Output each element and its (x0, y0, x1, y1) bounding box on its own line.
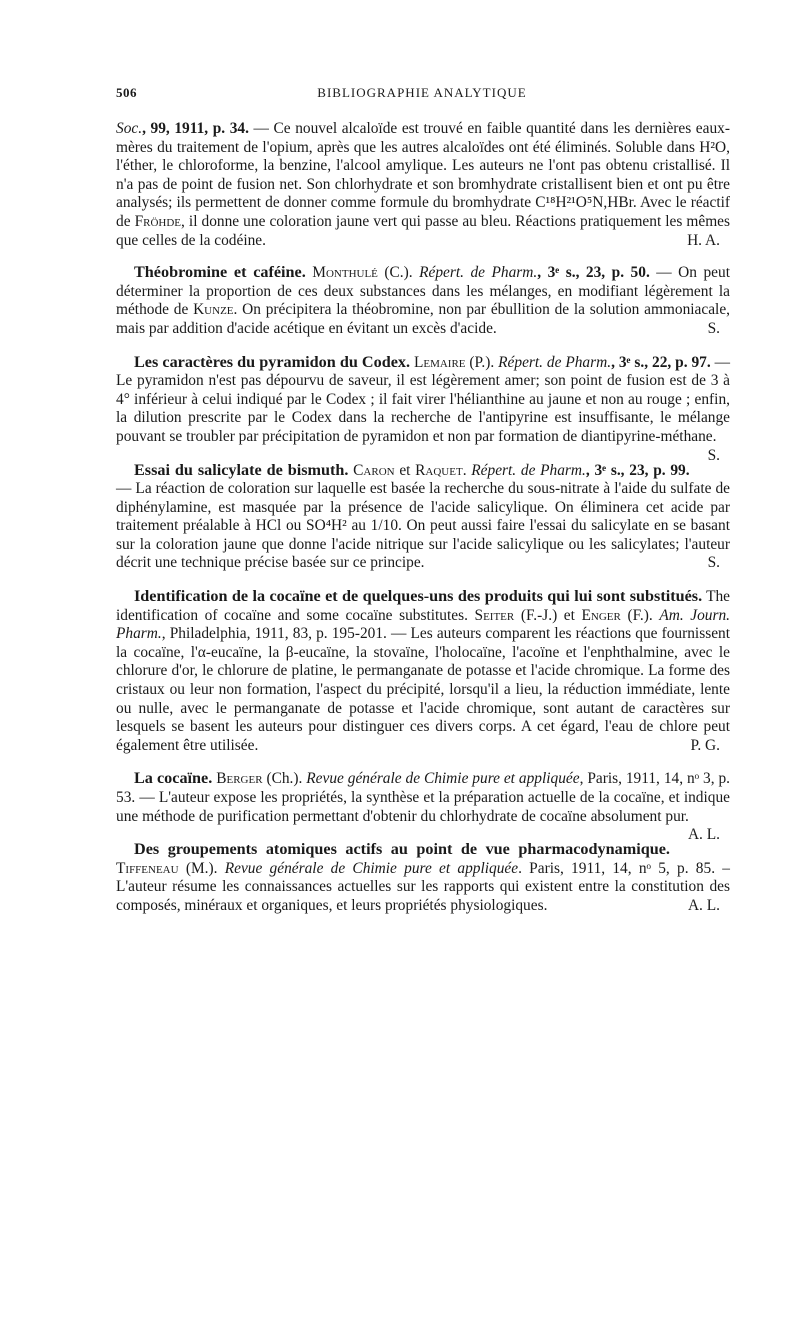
journal: Répert. de Pharm. (471, 461, 586, 479)
signature: P. G. (690, 736, 720, 754)
signature: S. (707, 319, 720, 337)
author: Lemaire (413, 353, 466, 371)
entry-body: — Les auteurs comparent les réactions que fournissent la cocaïne, l'α-eucaïne, la β-eucaïne, la stovaïne, l'holocaïne, l'acoïne et l'enphthalmine, avec le chlorure d'or, le chlorure de platine, le permanganate de potasse et l'acide chromique. La forme des cristaux ou leur non formation, l'aspect du précipité, lorsqu'il a lieu, la réduction immédiate, lente ou nulle, avec le permanganate de potasse et l'acide chromique, sont autant de caractères sur lesquels se basent les auteurs pour distinguer ces divers corps. A cet égard, l'eau de chlore peut également être utilisée. (116, 625, 730, 754)
entry-title: Les caractères du pyramidon du Codex. (134, 352, 411, 371)
entry-body: — On peut déterminer la proportion de ces deux substances dans les mélanges, en modifiant légèrement la méthode de (116, 264, 730, 319)
reference: , 99, 1911, p. 34. (142, 120, 249, 137)
author-second: Enger (581, 606, 621, 624)
author: Berger (216, 770, 263, 788)
reference: , 3ᵉ s., 23, p. 99. (585, 461, 690, 479)
entry-body: — Ce nouvel alcaloïde est trouvé en faible quantité dans les dernières eaux-mères du traitement de l'opium, après que les autres alcaloïdes ont été éliminés. Soluble dans H²O, l'éther, le chloroforme, la benzine, l'alcool amylique. Les auteurs ne l'ont pas obtenu cristallisé. Il n'a pas de point de fusion net. Son chlorhydrate et son bromhydrate cristallisent bien et ont pu être analysés; ils permettent de donner comme formule du bromhydrate C¹⁸H²¹O⁵N,HBr. Avec le réactif de (116, 120, 730, 230)
page-number: 506 (116, 85, 137, 100)
author: Tiffeneau (116, 859, 179, 877)
entry-title: La cocaïne. (134, 769, 213, 788)
author-initial: (F.-J.) et (514, 606, 582, 624)
signature: A. L. (687, 826, 720, 844)
entry-cocaine (116, 769, 730, 844)
author-initial: (C.). (377, 264, 420, 282)
author-second-initial: (F.). (620, 606, 660, 624)
english-title: The identification of cocaïne and some cocaïne substitutes. (116, 588, 731, 624)
bibliography-content (116, 120, 730, 930)
journal: Répert. de Pharm. (419, 264, 538, 282)
reference: . Paris, 1911, 14, nᵒ 5, p. 85. (518, 859, 716, 877)
cited-name: Fröhde (134, 212, 182, 230)
entry-body: — Le pyramidon n'est pas dépourvu de saveur, il est légèrement amer; son point de fusion est de 3 à 4° inférieur à celui indiqué par le Codex ; il fait virer l'hélianthine au jaune et non au rouge ; enfin, la dilution prescrite par le Codex dans la recherche de l'antipyrine est insuffisante, le mélange pouvant se troubler par précipitation de pyramidon et non par formation de diantipyrine-méthane. (116, 353, 730, 445)
author-initial: (P.). (465, 353, 499, 371)
journal: Am. Journ. Pharm. (116, 606, 731, 643)
signature: S. (707, 446, 720, 464)
entry-body-continued: . On précipitera la théobromine, non par ébullition de la solution ammoniacale, mais par addition d'acide acétique en évitant un excès d'acide. (116, 301, 730, 337)
entry-groupements (116, 840, 730, 915)
entry-body-continued: , il donne une coloration jaune vert qui passe au bleu. Réactions pratiquement les mêmes que celles de la codéine. (116, 212, 730, 249)
entry-title: Des groupements atomiques actifs au point de vue pharmacodynamique. (134, 840, 670, 859)
author-initial: (Ch.). (262, 770, 307, 788)
cited-name: Kunze (193, 301, 234, 319)
entry-pyramidon (116, 352, 730, 464)
entry-cocaine-identification (116, 587, 730, 755)
journal: Revue générale de Chimie pure et appliquée (224, 859, 519, 877)
signature: A. L. (687, 896, 720, 914)
journal: Revue générale de Chimie pure et appliquée (306, 770, 580, 788)
reference: , 3ᵉ s., 23, p. 50. (537, 264, 650, 282)
author: Monthulé (312, 264, 378, 282)
page-header (116, 85, 728, 109)
journal-abbrev: Soc. (116, 120, 143, 137)
entry-salicylate (116, 461, 730, 574)
entry-title: Essai du salicylate de bismuth. (134, 460, 349, 479)
signature: S. (707, 554, 720, 572)
entry-body: — L'auteur expose les propriétés, la synthèse et la préparation actuelle de la cocaïne, et indique une méthode de purification permettant d'obtenir du chlorhydrate de cocaïne absolument pur. (116, 789, 730, 825)
author-second: Raquet (415, 461, 463, 479)
entry-title: Théobromine et caféine. (134, 263, 306, 282)
journal: Répert. de Pharm. (498, 353, 612, 371)
entry-title: Identification de la cocaïne et de quelques-uns des produits qui lui sont substitués. (134, 587, 703, 606)
entry-body: — La réaction de coloration sur laquelle est basée la recherche du sous-nitrate à l'aide du sulfate de diphénylamine, est masquée par la présence de l'acide salicylique. On éliminera cet acide par traitement préalable à HCl ou SO⁴H² au 1/10. On peut aussi faire l'essai du salicylate en se basant sur la coloration jaune que donne l'acide nitrique sur l'acide salicylique ou les salicylates; l'auteur décrit une technique précise basée sur ce principe. (116, 480, 730, 572)
author-joiner: et (394, 461, 416, 479)
reference: , Philadelphia, 1911, 83, p. 195-201. (161, 625, 387, 643)
author-initial: (M.). (178, 859, 225, 877)
entry-body: – L'auteur résume les connaissances actuelles sur les rapports qui existent entre la constitution des composés, minéraux et organiques, et leurs propriétés physiologiques. (116, 859, 731, 914)
author-initial: . (462, 461, 472, 479)
entry-continued (116, 120, 730, 250)
running-title: BIBLIOGRAPHIE ANALYTIQUE (317, 85, 527, 100)
entry-theobromine (116, 263, 730, 338)
reference: , Paris, 1911, 14, nᵒ 3, p. 53. (116, 770, 730, 806)
author: Caron (353, 461, 395, 479)
reference: , 3ᵉ s., 22, p. 97. (611, 353, 711, 371)
signature: H. A. (687, 231, 720, 249)
author: Seiter (474, 606, 515, 624)
